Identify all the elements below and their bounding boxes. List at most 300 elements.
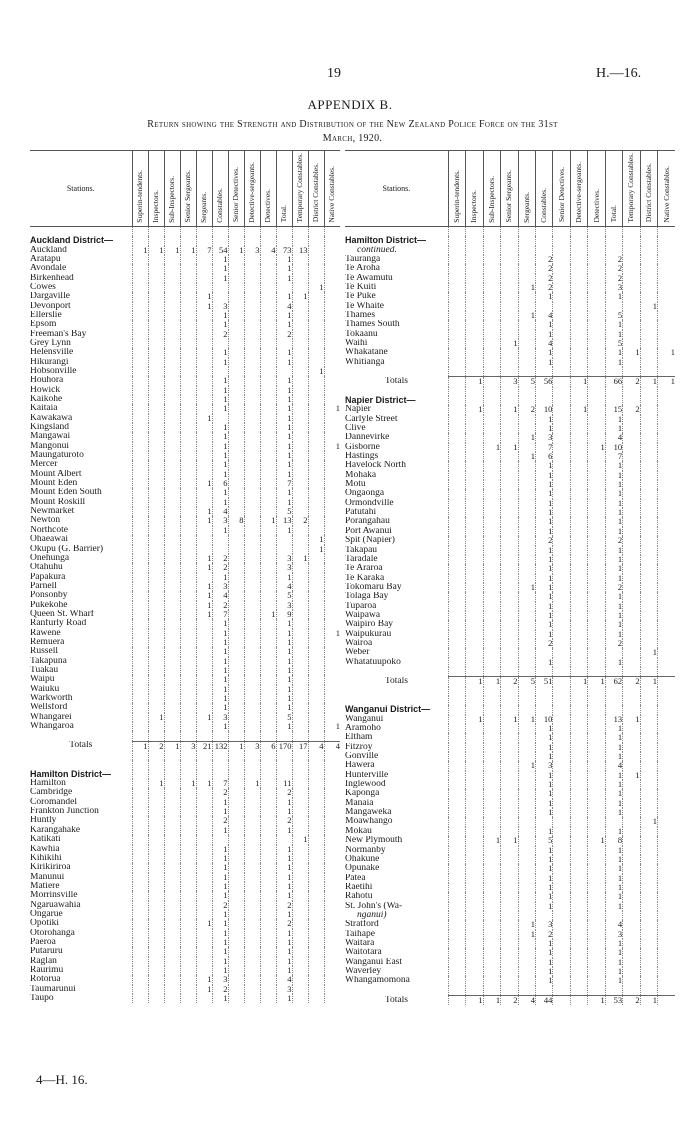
- count-cell: [501, 930, 518, 939]
- count-cell: [244, 554, 260, 563]
- count-cell: [324, 835, 340, 844]
- station-row: [345, 302, 675, 311]
- count-cell: [466, 424, 483, 433]
- count-cell: [292, 573, 308, 582]
- count-cell: 1: [276, 320, 292, 329]
- empty-cell: [448, 396, 465, 405]
- station-row: [345, 724, 675, 733]
- station-name: Waipukurau: [345, 629, 392, 639]
- count-cell: [292, 302, 308, 311]
- count-cell: [448, 817, 465, 826]
- count-cell: [148, 507, 164, 516]
- count-cell: [483, 958, 500, 967]
- count-cell: [148, 283, 164, 292]
- count-cell: [640, 967, 657, 976]
- count-cell: 1: [605, 976, 622, 985]
- empty-cell: [292, 236, 308, 245]
- count-cell: [553, 620, 570, 629]
- count-cell: [292, 535, 308, 544]
- count-cell: [448, 620, 465, 629]
- count-cell: 3: [535, 761, 552, 770]
- count-cell: 3: [605, 283, 622, 292]
- count-cell: [483, 583, 500, 592]
- count-cell: [196, 283, 212, 292]
- count-cell: [196, 404, 212, 413]
- count-cell: [292, 675, 308, 684]
- count-cell: [658, 743, 675, 752]
- document-code: H.—16.: [596, 66, 642, 81]
- spacer: [658, 667, 675, 677]
- count-cell: [244, 302, 260, 311]
- count-cell: [518, 443, 535, 452]
- count-cell: 1: [212, 703, 228, 712]
- count-cell: [180, 376, 196, 385]
- count-cell: [260, 386, 276, 395]
- spacer: [605, 387, 622, 396]
- count-cell: [132, 488, 148, 497]
- spacer: [623, 226, 640, 236]
- count-cell: [292, 470, 308, 479]
- station-row: [345, 639, 675, 648]
- count-cell: [196, 274, 212, 283]
- count-cell: [570, 715, 587, 724]
- count-cell: [588, 358, 605, 367]
- count-cell: [448, 808, 465, 817]
- count-cell: [228, 694, 244, 703]
- column-header-label: Superin-tendents.: [135, 169, 144, 223]
- count-cell: [501, 602, 518, 611]
- count-cell: [164, 798, 180, 807]
- count-cell: [570, 546, 587, 555]
- count-cell: [501, 620, 518, 629]
- station-row: [345, 808, 675, 817]
- count-cell: [553, 827, 570, 836]
- count-cell: 1: [228, 246, 244, 255]
- count-cell: [148, 488, 164, 497]
- count-cell: [276, 835, 292, 844]
- count-cell: [640, 864, 657, 873]
- count-cell: [535, 648, 552, 657]
- count-cell: [518, 817, 535, 826]
- page-number: 19: [327, 66, 341, 81]
- count-cell: [623, 630, 640, 639]
- count-cell: [518, 348, 535, 357]
- count-cell: [180, 255, 196, 264]
- count-cell: 1: [605, 892, 622, 901]
- station-row: [30, 873, 340, 882]
- station-name: Kingsland: [30, 423, 70, 433]
- count-cell: [623, 320, 640, 329]
- count-cell: [570, 780, 587, 789]
- count-cell: [466, 639, 483, 648]
- count-cell: [148, 320, 164, 329]
- count-cell: 1: [324, 442, 340, 451]
- count-cell: [570, 555, 587, 564]
- count-cell: 1: [276, 694, 292, 703]
- count-cell: 1: [605, 480, 622, 489]
- count-cell: [164, 694, 180, 703]
- count-cell: [518, 471, 535, 480]
- count-cell: 1: [292, 835, 308, 844]
- count-cell: [132, 610, 148, 619]
- count-cell: [308, 423, 324, 432]
- count-cell: [588, 527, 605, 536]
- count-cell: 6: [260, 741, 276, 751]
- count-cell: 1: [276, 882, 292, 891]
- count-cell: [553, 846, 570, 855]
- count-cell: [260, 358, 276, 367]
- count-cell: [164, 432, 180, 441]
- count-cell: [448, 648, 465, 657]
- empty-cell: [570, 911, 587, 920]
- count-cell: [553, 283, 570, 292]
- count-cell: [244, 526, 260, 535]
- column-header: [276, 151, 292, 227]
- count-cell: [466, 508, 483, 517]
- count-cell: [640, 789, 657, 798]
- count-cell: [308, 919, 324, 928]
- count-cell: [483, 320, 500, 329]
- spacer: [535, 986, 552, 996]
- count-cell: [260, 891, 276, 900]
- count-cell: [324, 901, 340, 910]
- station-name: Ranfurly Road: [30, 619, 87, 629]
- count-cell: [164, 835, 180, 844]
- count-cell: [324, 563, 340, 572]
- count-cell: [324, 582, 340, 591]
- count-cell: 1: [605, 320, 622, 329]
- count-cell: 1: [196, 516, 212, 525]
- count-cell: [501, 958, 518, 967]
- spacer: [180, 751, 196, 760]
- count-cell: [658, 320, 675, 329]
- spacer: [588, 986, 605, 996]
- count-cell: 1: [276, 685, 292, 694]
- count-cell: [588, 892, 605, 901]
- count-cell: [292, 526, 308, 535]
- count-cell: [623, 517, 640, 526]
- count-cell: 2: [212, 601, 228, 610]
- station-row: [345, 939, 675, 948]
- count-cell: [658, 648, 675, 657]
- count-cell: [180, 330, 196, 339]
- count-cell: 1: [212, 947, 228, 956]
- count-cell: [483, 939, 500, 948]
- count-cell: [324, 292, 340, 301]
- count-cell: [180, 647, 196, 656]
- count-cell: [180, 470, 196, 479]
- count-cell: [228, 873, 244, 882]
- count-cell: [501, 264, 518, 273]
- count-cell: [196, 901, 212, 910]
- count-cell: 1: [196, 292, 212, 301]
- count-cell: [196, 891, 212, 900]
- count-cell: 1: [212, 685, 228, 694]
- count-cell: [466, 827, 483, 836]
- station-row: [345, 583, 675, 592]
- count-cell: 1: [535, 574, 552, 583]
- count-cell: [501, 846, 518, 855]
- count-cell: [483, 789, 500, 798]
- count-cell: [518, 864, 535, 873]
- count-cell: 1: [276, 798, 292, 807]
- count-cell: [228, 255, 244, 264]
- column-header-label: Detective-sergeants.: [247, 161, 256, 223]
- count-cell: [308, 358, 324, 367]
- station-row: [345, 546, 675, 555]
- count-cell: [623, 883, 640, 892]
- count-cell: [164, 255, 180, 264]
- count-cell: [180, 283, 196, 292]
- station-name: Waverley: [345, 966, 382, 976]
- station-name: Waipu: [30, 675, 55, 685]
- count-cell: 1: [308, 545, 324, 554]
- count-cell: [658, 471, 675, 480]
- spacer: [276, 226, 292, 236]
- count-cell: [570, 424, 587, 433]
- station-name: Cambridge: [30, 788, 73, 798]
- count-cell: [180, 638, 196, 647]
- count-cell: [180, 826, 196, 835]
- count-cell: 1: [276, 947, 292, 956]
- count-cell: [308, 788, 324, 797]
- station-name: Otahuhu: [30, 563, 63, 573]
- count-cell: [324, 657, 340, 666]
- count-cell: [244, 591, 260, 600]
- count-cell: [623, 592, 640, 601]
- station-row: [345, 892, 675, 901]
- empty-cell: [535, 911, 552, 920]
- empty-cell: [501, 705, 518, 714]
- station-name: Wanganui: [345, 714, 384, 724]
- spacer: [244, 226, 260, 236]
- count-cell: [196, 339, 212, 348]
- station-name: Katikati: [30, 835, 61, 845]
- count-cell: [308, 703, 324, 712]
- count-cell: [570, 799, 587, 808]
- count-cell: 13: [276, 516, 292, 525]
- station-name: Karangahake: [30, 825, 81, 835]
- station-row: [345, 536, 675, 545]
- empty-cell: [588, 705, 605, 714]
- station-name: Tokaanu: [345, 329, 378, 339]
- count-cell: [640, 799, 657, 808]
- station-name: Devonport: [30, 301, 71, 311]
- count-cell: [180, 601, 196, 610]
- count-cell: [640, 883, 657, 892]
- count-cell: [448, 283, 465, 292]
- count-cell: 1: [212, 966, 228, 975]
- count-cell: [640, 715, 657, 724]
- count-cell: [570, 827, 587, 836]
- spacer: [588, 387, 605, 396]
- empty-cell: [605, 911, 622, 920]
- count-cell: [640, 583, 657, 592]
- station-row: [345, 855, 675, 864]
- count-cell: [466, 443, 483, 452]
- spacer: [501, 226, 518, 236]
- count-cell: [518, 939, 535, 948]
- count-cell: [260, 798, 276, 807]
- count-cell: 1: [535, 508, 552, 517]
- column-header: [588, 151, 605, 227]
- empty-cell: [292, 770, 308, 779]
- count-cell: [260, 994, 276, 1003]
- totals-row: [30, 741, 340, 751]
- station-row: [345, 330, 675, 339]
- count-cell: [228, 442, 244, 451]
- count-cell: [228, 423, 244, 432]
- count-cell: [228, 882, 244, 891]
- station-name: Whatatuupoko: [345, 657, 401, 667]
- column-header-label: Senior Detectives.: [556, 167, 566, 223]
- count-cell: [132, 302, 148, 311]
- count-cell: 1: [535, 939, 552, 948]
- count-cell: [483, 930, 500, 939]
- count-cell: [466, 892, 483, 901]
- station-name: Raetihi: [345, 882, 373, 892]
- count-cell: [553, 808, 570, 817]
- count-cell: [588, 274, 605, 283]
- count-cell: [228, 498, 244, 507]
- count-cell: [518, 855, 535, 864]
- count-cell: [623, 311, 640, 320]
- empty-cell: [553, 236, 570, 245]
- count-cell: [324, 957, 340, 966]
- count-cell: [132, 395, 148, 404]
- count-cell: [553, 302, 570, 311]
- count-cell: [244, 807, 260, 816]
- count-cell: [132, 985, 148, 994]
- count-cell: [244, 386, 260, 395]
- count-cell: 1: [196, 582, 212, 591]
- station-name: Kaponga: [345, 789, 380, 799]
- station-name: Taupo: [30, 994, 54, 1003]
- count-cell: [466, 274, 483, 283]
- count-cell: 2: [276, 816, 292, 825]
- count-cell: [501, 874, 518, 883]
- station-row: [30, 545, 340, 554]
- count-cell: [640, 592, 657, 601]
- count-cell: 1: [212, 919, 228, 928]
- count-cell: [553, 733, 570, 742]
- count-cell: 5: [276, 713, 292, 722]
- spacer: [466, 696, 483, 705]
- count-cell: [244, 330, 260, 339]
- count-cell: 66: [605, 377, 622, 387]
- count-cell: [570, 958, 587, 967]
- count-cell: 2: [605, 639, 622, 648]
- count-cell: [570, 658, 587, 667]
- count-cell: [292, 610, 308, 619]
- count-cell: [448, 424, 465, 433]
- count-cell: 1: [212, 675, 228, 684]
- count-cell: [501, 471, 518, 480]
- station-name: Huntly: [30, 816, 57, 826]
- count-cell: [164, 582, 180, 591]
- station-row: [30, 722, 340, 731]
- count-cell: [228, 845, 244, 854]
- count-cell: 1: [212, 264, 228, 273]
- count-cell: [228, 647, 244, 656]
- count-cell: 1: [623, 348, 640, 357]
- count-cell: 1: [276, 666, 292, 675]
- count-cell: [483, 292, 500, 301]
- count-cell: [518, 564, 535, 573]
- count-cell: [518, 752, 535, 761]
- count-cell: [448, 639, 465, 648]
- count-cell: [132, 563, 148, 572]
- empty-cell: [623, 396, 640, 405]
- station-row: [345, 761, 675, 770]
- count-cell: [308, 404, 324, 413]
- count-cell: [553, 855, 570, 864]
- district-heading: Auckland District—: [30, 236, 114, 246]
- count-cell: [570, 948, 587, 957]
- count-cell: [658, 715, 675, 724]
- count-cell: [553, 358, 570, 367]
- count-cell: [196, 882, 212, 891]
- count-cell: [570, 620, 587, 629]
- count-cell: [180, 320, 196, 329]
- count-cell: [588, 864, 605, 873]
- count-cell: [588, 377, 605, 387]
- count-cell: [308, 516, 324, 525]
- column-header-label: Superin-tendents.: [452, 169, 461, 223]
- spacer: [535, 367, 552, 377]
- count-cell: 1: [535, 827, 552, 836]
- count-cell: [658, 611, 675, 620]
- spacer: [553, 226, 570, 236]
- count-cell: [132, 722, 148, 731]
- count-cell: [570, 415, 587, 424]
- count-cell: [148, 666, 164, 675]
- station-row: [345, 405, 675, 414]
- count-cell: [228, 910, 244, 919]
- count-cell: [308, 274, 324, 283]
- empty-cell: [148, 770, 164, 779]
- station-name: Putaruru: [30, 947, 63, 957]
- station-name: Thames: [345, 310, 376, 320]
- count-cell: [588, 902, 605, 911]
- count-cell: 1: [196, 919, 212, 928]
- count-cell: [553, 424, 570, 433]
- count-cell: [148, 582, 164, 591]
- spacer: [292, 760, 308, 769]
- left-return-table: [30, 150, 340, 1003]
- station-name: Patea: [345, 873, 366, 883]
- count-cell: [483, 611, 500, 620]
- empty-cell: [570, 705, 587, 714]
- count-cell: [132, 423, 148, 432]
- count-cell: [228, 339, 244, 348]
- count-cell: [553, 489, 570, 498]
- count-cell: 4: [535, 311, 552, 320]
- count-cell: [483, 967, 500, 976]
- station-row: [30, 666, 340, 675]
- count-cell: 1: [501, 339, 518, 348]
- station-name: Auckland: [30, 245, 67, 255]
- empty-cell: [483, 911, 500, 920]
- count-cell: 53: [605, 996, 622, 1006]
- count-cell: [292, 582, 308, 591]
- blank-row: [30, 226, 340, 236]
- count-cell: 1: [535, 592, 552, 601]
- count-cell: [164, 488, 180, 497]
- count-cell: [148, 404, 164, 413]
- spacer: [483, 687, 500, 696]
- station-name: Whangarei: [30, 712, 72, 722]
